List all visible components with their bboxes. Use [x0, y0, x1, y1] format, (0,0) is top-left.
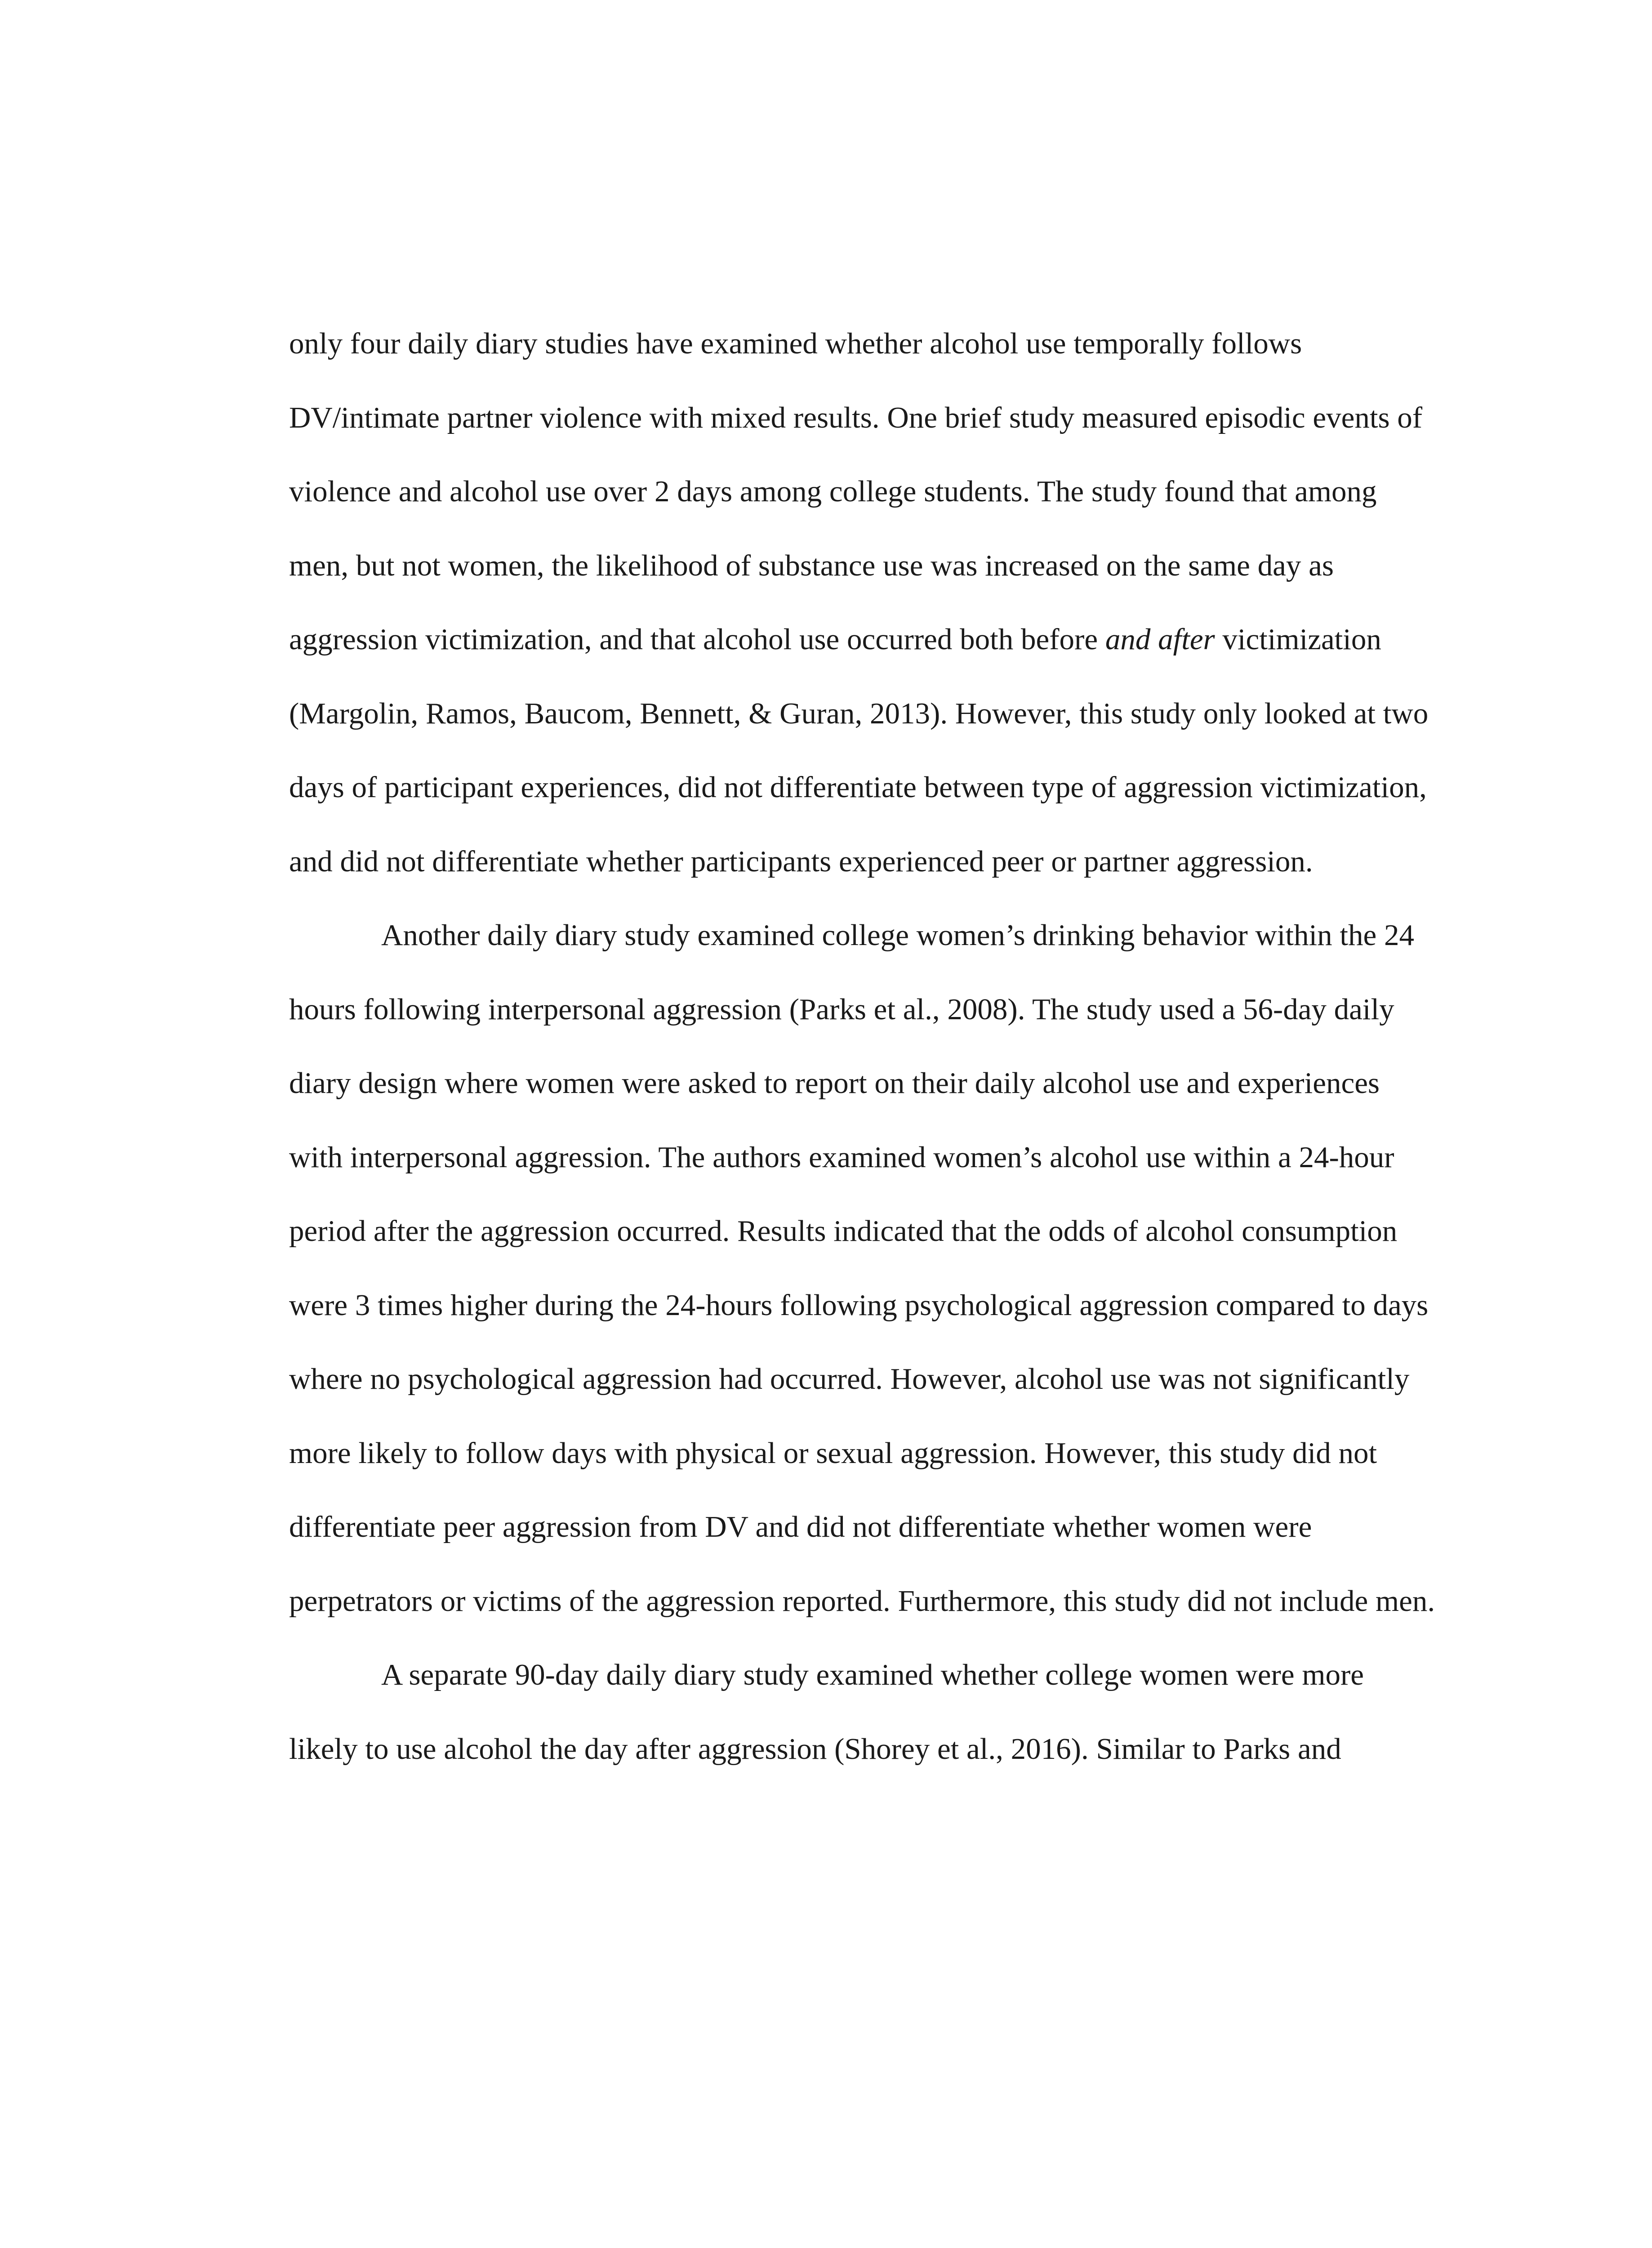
paragraph-1-emphasis: and after — [1105, 623, 1215, 656]
paragraph-2 — [289, 898, 1438, 1638]
paragraph-3 — [289, 1638, 1438, 1786]
paragraph-1-segment-3: victimization (Margolin, Ramos, Baucom, Bennett, & Guran, 2013). However, this study only looked at two days of participant experiences, did not differentiate between type of aggression victimization, and did not differentiate whether participants experienced peer or partner aggression. — [289, 623, 1429, 878]
paragraph-3-text: A separate 90-day daily diary study examined whether college women were more likely to use alcohol the day after aggression (Shorey et al., 2016). Similar to Parks and — [289, 1658, 1364, 1766]
paragraph-2-text: Another daily diary study examined college women’s drinking behavior within the 24 hours following interpersonal aggression (Parks et al., 2008). The study used a 56-day daily diary design where women were asked to report on their daily alcohol use and experiences with interpersonal aggression. The authors examined women’s alcohol use within a 24-hour period after the aggression occurred. Results indicated that the odds of alcohol consumption were 3 times higher during the 24-hours following psychological aggression compared to days where no psychological aggression had occurred. However, alcohol use was not significantly more likely to follow days with physical or sexual aggression. However, this study did not differentiate peer aggression from DV and did not differentiate whether women were perpetrators or victims of the aggression reported. Furthermore, this study did not include men. — [289, 919, 1435, 1618]
paragraph-1-segment-1: only four daily diary studies have examined whether alcohol use temporally follows DV/intimate partner violence with mixed results. One brief study measured episodic events of violence and alcohol use over 2 days among college students. The study found that among men, but not women, the likelihood of substance use was increased on the same day as aggression victimization, and that alcohol use occurred both before — [289, 327, 1423, 656]
body-text — [289, 307, 1438, 1786]
paragraph-1 — [289, 307, 1438, 898]
